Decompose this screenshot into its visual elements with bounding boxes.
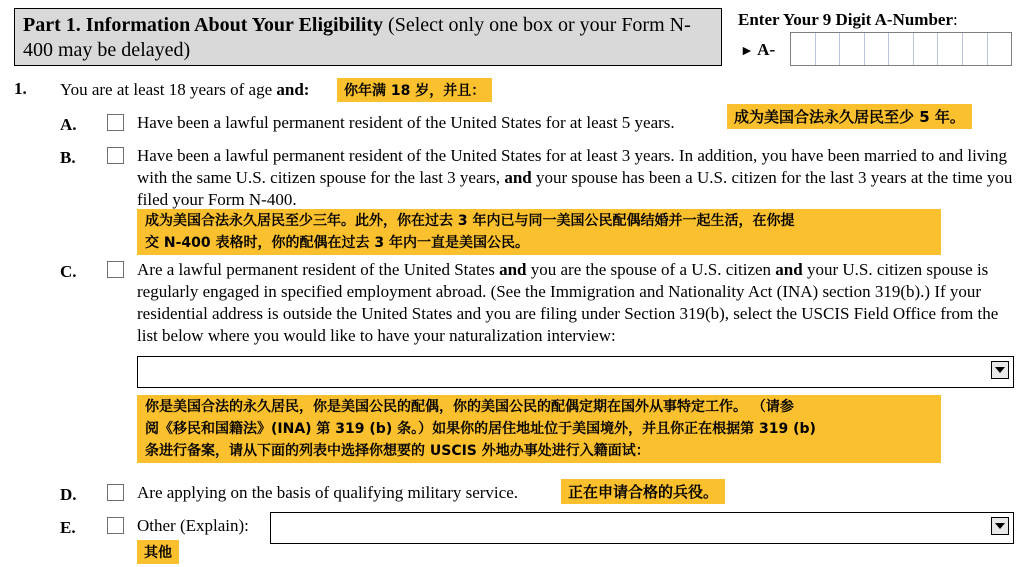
part-1-header (14, 8, 722, 66)
option-c-letter: C. (60, 262, 77, 281)
option-b-letter: B. (60, 148, 76, 167)
part-title: Part 1. Information About Your Eligibility (23, 14, 384, 36)
option-c-translation: 你是美国合法的永久居民，你是美国公民的配偶，你的美国公民的配偶定期在国外从事特定工作。 （请参 阅《移民和国籍法》(INA) 第 319 (b) 条。）如果你的居住地址位于美国境外，并且你正在根据第 319 (b) 条进行备案，请从下面的列表中选择你想要的 USCIS 外地办事处进行入籍面试： (137, 395, 941, 463)
a-number-digit-1[interactable] (791, 33, 816, 65)
option-a-checkbox[interactable] (107, 114, 124, 131)
option-e-letter: E. (60, 518, 76, 537)
field-office-select[interactable] (137, 356, 1014, 388)
question-text: You are at least 18 years of age and: (60, 80, 310, 99)
chevron-down-icon[interactable] (991, 517, 1009, 535)
option-d-translation: 正在申请合格的兵役。 (561, 479, 725, 504)
option-a-text: Have been a lawful permanent resident of the United States for at least 5 years. (137, 113, 675, 132)
option-b-checkbox[interactable] (107, 147, 124, 164)
option-c-text: Are a lawful permanent resident of the United States and you are the spouse of a U.S. citizen and your U.S. citizen spouse is regularly engaged in specified employment abroad. (See the Immigration and Nationality Act (INA) section 319(b).) If your residential address is outside the United States and you are filing under Section 319(b), select the USCIS Field Office from the list below where you would like to have your naturalization interview: (137, 260, 999, 345)
a-number-digit-3[interactable] (840, 33, 865, 65)
a-number-input[interactable] (790, 32, 1012, 66)
a-number-digit-4[interactable] (865, 33, 890, 65)
arrow-icon: ► (740, 44, 754, 59)
a-number-digit-8[interactable] (963, 33, 988, 65)
option-a-letter: A. (60, 115, 77, 134)
a-number-digit-7[interactable] (938, 33, 963, 65)
a-number-digit-6[interactable] (914, 33, 939, 65)
a-number-digit-2[interactable] (816, 33, 841, 65)
option-e-text: Other (Explain): (137, 516, 249, 535)
option-e-translation: 其他 (137, 540, 179, 564)
a-number-label: Enter Your 9 Digit A-Number: (738, 10, 958, 29)
option-e-checkbox[interactable] (107, 517, 124, 534)
a-number-digit-5[interactable] (889, 33, 914, 65)
question-number: 1. (14, 79, 27, 98)
option-d-text: Are applying on the basis of qualifying military service. (137, 483, 518, 502)
a-number-prefix: ► A- (740, 40, 776, 59)
a-number-digit-9[interactable] (988, 33, 1012, 65)
chevron-down-icon[interactable] (991, 361, 1009, 379)
option-b-translation: 成为美国合法永久居民至少三年。此外，你在过去 3 年内已与同一美国公民配偶结婚并一起生活，在你提 交 N-400 表格时，你的配偶在过去 3 年内一直是美国公民。 (137, 209, 941, 255)
option-d-letter: D. (60, 485, 77, 504)
option-a-translation: 成为美国合法永久居民至少 5 年。 (727, 104, 972, 129)
option-b-text: Have been a lawful permanent resident of the United States for at least 3 years. In addition, you have been married to and living with the same U.S. citizen spouse for the last 3 years, and your spouse has been a U.S. citizen for the last 3 years at the time you filed your Form N-400. (137, 146, 1013, 209)
option-d-checkbox[interactable] (107, 484, 124, 501)
option-c-checkbox[interactable] (107, 261, 124, 278)
other-explain-select[interactable] (270, 512, 1014, 544)
part-instructions: (Select only one box or your Form N-400 may be delayed) (23, 14, 691, 61)
question-translation: 你年满 18 岁，并且： (337, 78, 492, 102)
